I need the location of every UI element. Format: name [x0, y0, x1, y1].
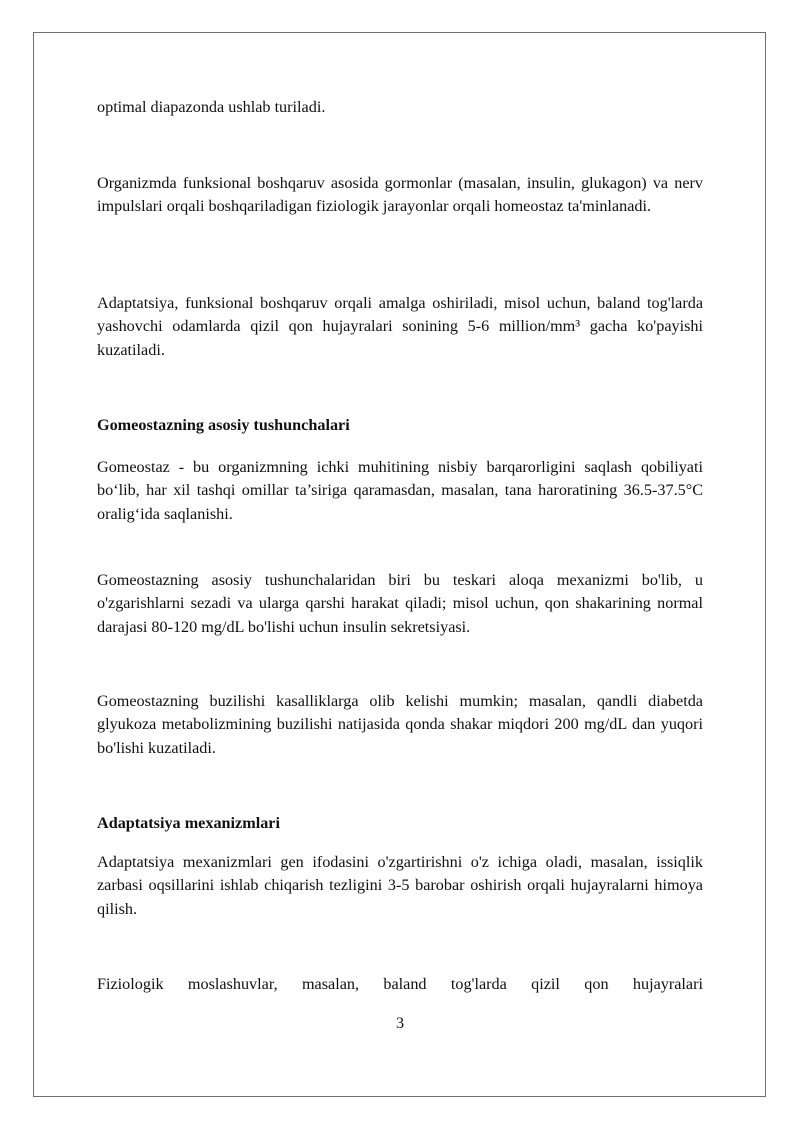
paragraph-homeostasis-disruption: Gomeostazning buzilishi kasalliklarga olib kelishi mumkin; masalan, qandli diabetda glyukoza metabolizmining buzilishi natijasida qonda shakar miqdori 200 mg/dL dan yuqori bo'lishi kuzatiladi.	[97, 692, 703, 757]
section-heading-homeostasis-concepts: Gomeostazning asosiy tushunchalari	[97, 416, 350, 434]
paragraph-physiological-adaptations: Fiziologik moslashuvlar, masalan, baland tog'larda qizil qon hujayralari	[97, 975, 703, 993]
section-heading-adaptation-mechanisms: Adaptatsiya mexanizmlari	[97, 814, 280, 832]
paragraph-gene-expression: Adaptatsiya mexanizmlari gen ifodasini o'zgartirishni o'z ichiga oladi, masalan, issiqlik zarbasi oqsillarini ishlab chiqarish tezligini 3-5 barobar oshirish orqali hujayralarni himoya qilish.	[97, 853, 703, 918]
paragraph-homeostasis-regulation: Organizmda funksional boshqaruv asosida gormonlar (masalan, insulin, glukagon) va nerv impulslari orqali boshqariladigan fiziologik jarayonlar orqali homeostaz ta'minlanadi.	[97, 174, 703, 216]
page-number: 3	[395, 1014, 405, 1032]
paragraph-feedback-mechanism: Gomeostazning asosiy tushunchalaridan biri bu teskari aloqa mexanizmi bo'lib, u o'zgarishlarni sezadi va ularga qarshi harakat qiladi; misol uchun, qon shakarining normal darajasi 80-120 mg/dL bo'lishi uchun insulin sekretsiyasi.	[97, 571, 703, 636]
paragraph-continuation: optimal diapazonda ushlab turiladi.	[97, 98, 326, 116]
paragraph-adaptation-regulation: Adaptatsiya, funksional boshqaruv orqali amalga oshiriladi, misol uchun, baland tog'larda yashovchi odamlarda qizil qon hujayralari sonining 5-6 million/mm³ gacha ko'payishi kuzatiladi.	[97, 294, 703, 359]
paragraph-homeostasis-definition: Gomeostaz - bu organizmning ichki muhitining nisbiy barqarorligini saqlash qobiliyati bo‘lib, har xil tashqi omillar ta’siriga qaramasdan, masalan, tana haroratining 36.5-37.5°C oralig‘ida saqlanishi.	[97, 458, 703, 523]
